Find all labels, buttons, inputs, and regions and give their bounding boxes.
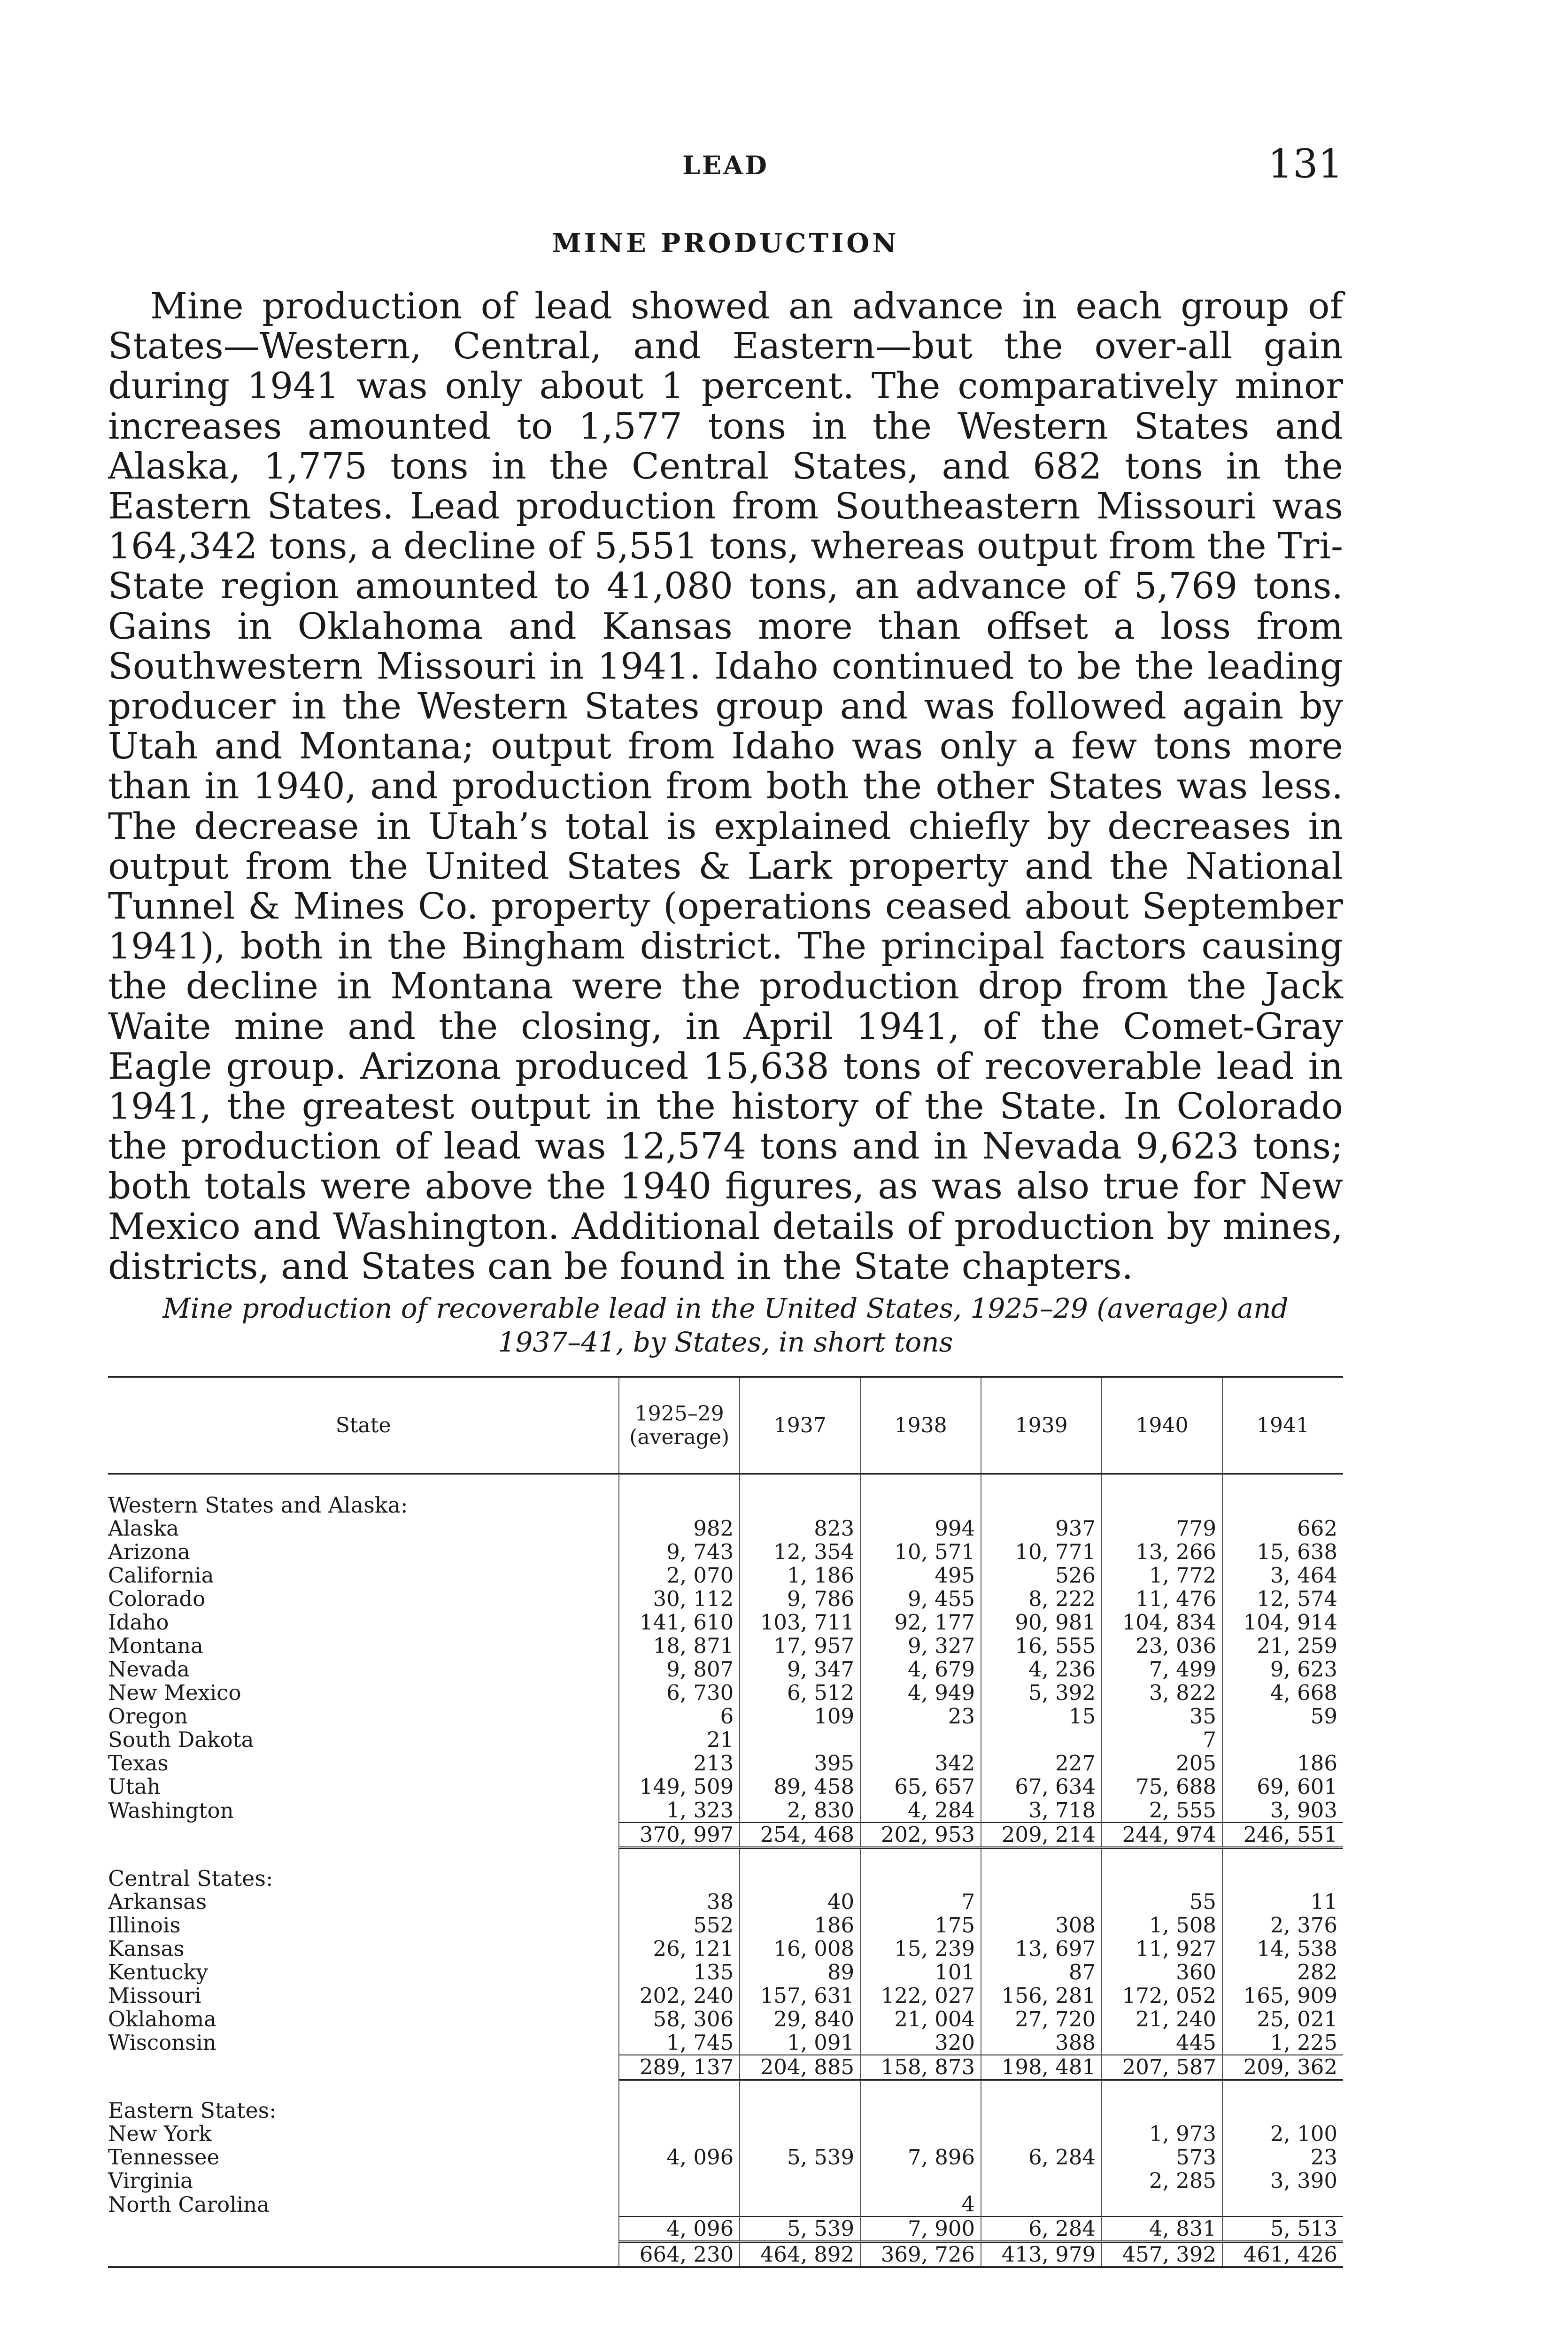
value-cell: 30, 112: [619, 1587, 740, 1611]
empty-cell: [860, 2169, 981, 2193]
grand-total-cell: 369, 726: [860, 2242, 981, 2268]
total-cell: 370, 997: [619, 1823, 740, 1848]
empty-cell: [619, 2080, 740, 2122]
section-title: MINE PRODUCTION: [552, 228, 899, 259]
value-cell: 2, 555: [1102, 1799, 1222, 1823]
value-cell: 122, 027: [860, 1984, 981, 2008]
value-cell: 156, 281: [981, 1984, 1102, 2008]
table-row: [108, 2008, 1343, 2031]
value-cell: 65, 657: [860, 1775, 981, 1799]
value-cell: 21, 004: [860, 2008, 981, 2031]
table-row: [108, 1705, 1343, 1728]
value-cell: 38: [619, 1890, 740, 1914]
value-cell: 89, 458: [740, 1775, 860, 1799]
table-row: [108, 1984, 1343, 2008]
value-cell: 23: [860, 1705, 981, 1728]
total-label: [108, 2055, 619, 2080]
value-cell: 10, 771: [981, 1540, 1102, 1564]
value-cell: 1, 225: [1222, 2031, 1343, 2055]
value-1941: 3, 390: [1222, 2169, 1343, 2193]
table-caption-line2: 1937–41, by States, in short tons: [498, 1326, 953, 1358]
header-average-line1: 1925–29: [634, 1402, 724, 1426]
value-cell: 779: [1102, 1517, 1222, 1540]
value-cell: 149, 509: [619, 1775, 740, 1799]
empty-cell: [1222, 2080, 1343, 2122]
state-name: Kentucky: [108, 1959, 208, 1985]
central-total-row: [108, 2055, 1343, 2080]
value-cell: 6, 512: [740, 1681, 860, 1705]
group-eastern-row: [108, 2080, 1343, 2122]
state-name: Missouri: [108, 1983, 201, 2008]
value-cell: 8, 222: [981, 1587, 1102, 1611]
empty-cell: [1102, 2193, 1222, 2217]
empty-cell: [619, 1848, 740, 1890]
value-cell: [1222, 1728, 1343, 1752]
grand-total-cell: 664, 230: [619, 2242, 740, 2268]
value-cell: 213: [619, 1752, 740, 1775]
value-cell: 937: [981, 1517, 1102, 1540]
value-cell: 55: [1102, 1890, 1222, 1914]
total-label: [108, 2217, 619, 2242]
value-cell: 395: [740, 1752, 860, 1775]
table-row: [108, 1752, 1343, 1775]
table-row: [108, 2122, 1343, 2146]
empty-cell: [1102, 1848, 1222, 1890]
value-cell: 141, 610: [619, 1611, 740, 1634]
state-name: Oklahoma: [108, 2006, 216, 2031]
value-cell: 982: [619, 1517, 740, 1540]
header-1941: 1941: [1222, 1377, 1343, 1474]
value-cell: 360: [1102, 1961, 1222, 1984]
value-cell: 15, 638: [1222, 1540, 1343, 1564]
value-cell: 104, 834: [1102, 1611, 1222, 1634]
state-name: Texas: [108, 1751, 169, 1776]
value-cell: 2, 070: [619, 1564, 740, 1587]
total-cell: 198, 481: [981, 2055, 1102, 2080]
empty-cell: [619, 2193, 740, 2217]
state-name: Alaska: [108, 1516, 179, 1541]
value-cell: 27, 720: [981, 2008, 1102, 2031]
empty-cell: [1102, 1474, 1222, 1517]
header-1937: 1937: [740, 1377, 860, 1474]
table-row: [108, 1658, 1343, 1681]
state-name: Arizona: [108, 1539, 191, 1564]
value-cell: 202, 240: [619, 1984, 740, 2008]
state-name: Virginia: [108, 2168, 193, 2193]
value-cell: 308: [981, 1914, 1102, 1937]
grand-total-row: [108, 2242, 1343, 2268]
empty-cell: [981, 2193, 1102, 2217]
total-cell: 6, 284: [981, 2217, 1102, 2242]
total-cell: 244, 974: [1102, 1823, 1222, 1848]
total-cell: 207, 587: [1102, 2055, 1222, 2080]
state-name: Tennessee: [108, 2145, 220, 2170]
value-cell: 35: [1102, 1705, 1222, 1728]
value-cell: 552: [619, 1914, 740, 1937]
state-name: Oregon: [108, 1704, 188, 1729]
empty-cell: [860, 2122, 981, 2146]
state-name: Idaho: [108, 1610, 169, 1635]
value-1940: 1, 973: [1102, 2122, 1222, 2146]
state-name: New Mexico: [108, 1680, 241, 1705]
value-cell: 13, 266: [1102, 1540, 1222, 1564]
empty-cell: [981, 2169, 1102, 2193]
value-cell: 526: [981, 1564, 1102, 1587]
table-row: [108, 1634, 1343, 1658]
nc-1938: 4: [860, 2193, 981, 2217]
empty-cell: [740, 2080, 860, 2122]
grand-total-cell: 461, 426: [1222, 2242, 1343, 2268]
value-cell: 4, 236: [981, 1658, 1102, 1681]
grand-total-label: [108, 2242, 619, 2268]
value-cell: 9, 327: [860, 1634, 981, 1658]
table-row: [108, 1564, 1343, 1587]
running-head: LEAD: [682, 150, 769, 180]
combined-average: 4, 096: [619, 2146, 740, 2169]
table-row: [108, 1540, 1343, 1564]
value-cell: 10, 571: [860, 1540, 981, 1564]
empty-cell: [619, 2169, 740, 2193]
table-body: [108, 1474, 1343, 2268]
total-label: [108, 1823, 619, 1848]
value-cell: 9, 743: [619, 1540, 740, 1564]
total-cell: 246, 551: [1222, 1823, 1343, 1848]
state-name: Montana: [108, 1633, 203, 1658]
state-name: Illinois: [108, 1912, 181, 1938]
empty-cell: [740, 2169, 860, 2193]
value-cell: 7: [1102, 1728, 1222, 1752]
table-caption: [108, 1291, 1343, 1359]
table-row: [108, 1517, 1343, 1540]
total-cell: 4, 096: [619, 2217, 740, 2242]
body-paragraph: Mine production of lead showed an advance in each group of States—Western, Central, and Eastern—but the over-all gain during 1941 was only about 1 percent. The comparatively minor increases amounted to 1,577 tons in the Western States and Alaska, 1,775 tons in the Central States, and 682 tons in the Eastern States. Lead production from Southeastern Missouri was 164,342 tons, a decline of 5,551 tons, whereas output from the Tri-State region amounted to 41,080 tons, an advance of 5,769 tons. Gains in Oklahoma and Kansas more than offset a loss from Southwestern Missouri in 1941. Idaho continued to be the leading producer in the Western States group and was followed again by Utah and Montana; output from Idaho was only a few tons more than in 1940, and production from both the other States was less. The decrease in Utah’s total is explained chiefly by decreases in output from the United States & Lark property and the National Tunnel & Mines Co. property (operations ceased about September 1941), both in the Bingham district. The principal factors causing the decline in Montana were the production drop from the Jack Waite mine and the closing, in April 1941, of the Comet-Gray Eagle group. Arizona produced 15,638 tons of recoverable lead in 1941, the greatest output in the history of the State. In Colorado the production of lead was 12,574 tons and in Nevada 9,623 tons; both totals were above the 1940 figures, as was also true for New Mexico and Washington. Additional details of production by mines, districts, and States can be found in the State chapters.: [108, 286, 1343, 1288]
value-cell: 2, 376: [1222, 1914, 1343, 1937]
value-1941: 23: [1222, 2146, 1343, 2169]
value-cell: 11, 927: [1102, 1937, 1222, 1961]
value-cell: 3, 718: [981, 1799, 1102, 1823]
table-row: [108, 1775, 1343, 1799]
table-row: [108, 1681, 1343, 1705]
value-cell: 9, 347: [740, 1658, 860, 1681]
header-1939: 1939: [981, 1377, 1102, 1474]
value-cell: 67, 634: [981, 1775, 1102, 1799]
value-cell: 662: [1222, 1517, 1343, 1540]
total-cell: 254, 468: [740, 1823, 860, 1848]
state-name: Kansas: [108, 1936, 185, 1961]
total-cell: 204, 885: [740, 2055, 860, 2080]
empty-cell: [740, 2193, 860, 2217]
value-cell: 4, 949: [860, 1681, 981, 1705]
group-central: Central States:: [108, 1865, 273, 1891]
total-cell: 202, 953: [860, 1823, 981, 1848]
value-cell: 59: [1222, 1705, 1343, 1728]
group-central-row: [108, 1848, 1343, 1890]
empty-cell: [981, 2122, 1102, 2146]
value-cell: 7: [860, 1890, 981, 1914]
empty-cell: [1102, 2080, 1222, 2122]
value-cell: 16, 555: [981, 1634, 1102, 1658]
value-cell: 342: [860, 1752, 981, 1775]
empty-cell: [860, 2080, 981, 2122]
empty-cell: [981, 1474, 1102, 1517]
header-average: [619, 1377, 740, 1474]
value-1940: 573: [1102, 2146, 1222, 2169]
value-cell: 103, 711: [740, 1611, 860, 1634]
table-row: [108, 1728, 1343, 1752]
value-cell: 7, 499: [1102, 1658, 1222, 1681]
value-cell: 1, 186: [740, 1564, 860, 1587]
value-cell: [981, 1728, 1102, 1752]
table-row: [108, 1937, 1343, 1961]
table-row: [108, 1611, 1343, 1634]
combined-1939: 6, 284: [981, 2146, 1102, 2169]
value-cell: 26, 121: [619, 1937, 740, 1961]
empty-cell: [1222, 1474, 1343, 1517]
total-cell: 5, 539: [740, 2217, 860, 2242]
table-row: [108, 1587, 1343, 1611]
page-header: [108, 141, 1343, 193]
value-cell: 21, 240: [1102, 2008, 1222, 2031]
value-cell: 21, 259: [1222, 1634, 1343, 1658]
value-cell: 13, 697: [981, 1937, 1102, 1961]
empty-cell: [981, 2080, 1102, 2122]
empty-cell: [740, 2122, 860, 2146]
value-cell: 9, 455: [860, 1587, 981, 1611]
total-cell: 7, 900: [860, 2217, 981, 2242]
state-name: New York: [108, 2121, 212, 2146]
table-header-row: [108, 1377, 1343, 1474]
value-cell: 186: [740, 1914, 860, 1937]
state-name: Wisconsin: [108, 2030, 216, 2055]
value-cell: 4, 284: [860, 1799, 981, 1823]
value-cell: 172, 052: [1102, 1984, 1222, 2008]
state-name: North Carolina: [108, 2192, 270, 2217]
table-caption-line1: Mine production of recoverable lead in the United States, 1925–29 (average) and: [162, 1292, 1289, 1324]
empty-cell: [619, 1474, 740, 1517]
group-western: Western States and Alaska:: [108, 1492, 408, 1518]
value-cell: 87: [981, 1961, 1102, 1984]
empty-cell: [1222, 1848, 1343, 1890]
grand-total-cell: 464, 892: [740, 2242, 860, 2268]
value-cell: 135: [619, 1961, 740, 1984]
total-cell: 5, 513: [1222, 2217, 1343, 2242]
value-cell: 58, 306: [619, 2008, 740, 2031]
table-row: [108, 2169, 1343, 2193]
value-cell: 101: [860, 1961, 981, 1984]
group-western-row: [108, 1474, 1343, 1517]
table-row: [108, 1914, 1343, 1937]
value-cell: 9, 786: [740, 1587, 860, 1611]
value-cell: 1, 772: [1102, 1564, 1222, 1587]
value-cell: 15: [981, 1705, 1102, 1728]
grand-total-cell: 413, 979: [981, 2242, 1102, 2268]
value-cell: 175: [860, 1914, 981, 1937]
value-cell: 6, 730: [619, 1681, 740, 1705]
combined-1938: 7, 896: [860, 2146, 981, 2169]
page-number: 131: [1267, 141, 1343, 187]
eastern-total-row: [108, 2217, 1343, 2242]
value-cell: 18, 871: [619, 1634, 740, 1658]
state-name: Arkansas: [108, 1889, 207, 1914]
value-cell: 1, 091: [740, 2031, 860, 2055]
value-cell: 69, 601: [1222, 1775, 1343, 1799]
value-cell: [860, 1728, 981, 1752]
value-cell: 6: [619, 1705, 740, 1728]
value-cell: 445: [1102, 2031, 1222, 2055]
value-1940: 2, 285: [1102, 2169, 1222, 2193]
value-cell: 4, 679: [860, 1658, 981, 1681]
value-cell: 157, 631: [740, 1984, 860, 2008]
value-cell: 186: [1222, 1752, 1343, 1775]
table-row: [108, 2146, 1343, 2169]
value-1941: 2, 100: [1222, 2122, 1343, 2146]
header-1938: 1938: [860, 1377, 981, 1474]
table-row: [108, 1799, 1343, 1823]
value-cell: 9, 807: [619, 1658, 740, 1681]
table-row: [108, 2193, 1343, 2217]
combined-1937: 5, 539: [740, 2146, 860, 2169]
empty-cell: [740, 1848, 860, 1890]
value-cell: 1, 745: [619, 2031, 740, 2055]
value-cell: 12, 574: [1222, 1587, 1343, 1611]
value-cell: 109: [740, 1705, 860, 1728]
western-total-row: [108, 1823, 1343, 1848]
header-state: State: [108, 1377, 619, 1474]
value-cell: 89: [740, 1961, 860, 1984]
value-cell: 5, 392: [981, 1681, 1102, 1705]
value-cell: 823: [740, 1517, 860, 1540]
state-name: Colorado: [108, 1586, 206, 1611]
empty-cell: [619, 2122, 740, 2146]
group-eastern: Eastern States:: [108, 2098, 277, 2123]
value-cell: 21: [619, 1728, 740, 1752]
value-cell: 2, 830: [740, 1799, 860, 1823]
table-row: [108, 2031, 1343, 2055]
state-name: South Dakota: [108, 1727, 254, 1752]
empty-cell: [740, 1474, 860, 1517]
header-average-line2: (average): [629, 1425, 730, 1449]
value-cell: 104, 914: [1222, 1611, 1343, 1634]
value-cell: 205: [1102, 1752, 1222, 1775]
value-cell: 11: [1222, 1890, 1343, 1914]
value-cell: 11, 476: [1102, 1587, 1222, 1611]
value-cell: 1, 508: [1102, 1914, 1222, 1937]
value-cell: 16, 008: [740, 1937, 860, 1961]
value-cell: 12, 354: [740, 1540, 860, 1564]
grand-total-cell: 457, 392: [1102, 2242, 1222, 2268]
value-cell: 40: [740, 1890, 860, 1914]
table-row: [108, 1961, 1343, 1984]
empty-cell: [860, 1474, 981, 1517]
value-cell: 92, 177: [860, 1611, 981, 1634]
value-cell: 29, 840: [740, 2008, 860, 2031]
value-cell: 1, 323: [619, 1799, 740, 1823]
empty-cell: [1222, 2193, 1343, 2217]
value-cell: 3, 903: [1222, 1799, 1343, 1823]
total-cell: 158, 873: [860, 2055, 981, 2080]
value-cell: 495: [860, 1564, 981, 1587]
value-cell: 227: [981, 1752, 1102, 1775]
value-cell: 3, 464: [1222, 1564, 1343, 1587]
value-cell: 388: [981, 2031, 1102, 2055]
value-cell: 75, 688: [1102, 1775, 1222, 1799]
state-name: Washington: [108, 1798, 234, 1823]
total-cell: 4, 831: [1102, 2217, 1222, 2242]
state-name: California: [108, 1563, 214, 1588]
state-name: Nevada: [108, 1657, 190, 1682]
value-cell: 9, 623: [1222, 1658, 1343, 1681]
value-cell: 4, 668: [1222, 1681, 1343, 1705]
value-cell: 25, 021: [1222, 2008, 1343, 2031]
total-cell: 209, 362: [1222, 2055, 1343, 2080]
value-cell: 320: [860, 2031, 981, 2055]
value-cell: [981, 1890, 1102, 1914]
value-cell: 17, 957: [740, 1634, 860, 1658]
value-cell: 165, 909: [1222, 1984, 1343, 2008]
value-cell: 994: [860, 1517, 981, 1540]
empty-cell: [860, 1848, 981, 1890]
value-cell: 14, 538: [1222, 1937, 1343, 1961]
value-cell: 90, 981: [981, 1611, 1102, 1634]
table-row: [108, 1890, 1343, 1914]
value-cell: 15, 239: [860, 1937, 981, 1961]
total-cell: 289, 137: [619, 2055, 740, 2080]
header-1940: 1940: [1102, 1377, 1222, 1474]
production-table: [108, 1376, 1343, 2268]
value-cell: 23, 036: [1102, 1634, 1222, 1658]
total-cell: 209, 214: [981, 1823, 1102, 1848]
state-name: Utah: [108, 1774, 161, 1799]
value-cell: 282: [1222, 1961, 1343, 1984]
value-cell: [740, 1728, 860, 1752]
value-cell: 3, 822: [1102, 1681, 1222, 1705]
empty-cell: [981, 1848, 1102, 1890]
